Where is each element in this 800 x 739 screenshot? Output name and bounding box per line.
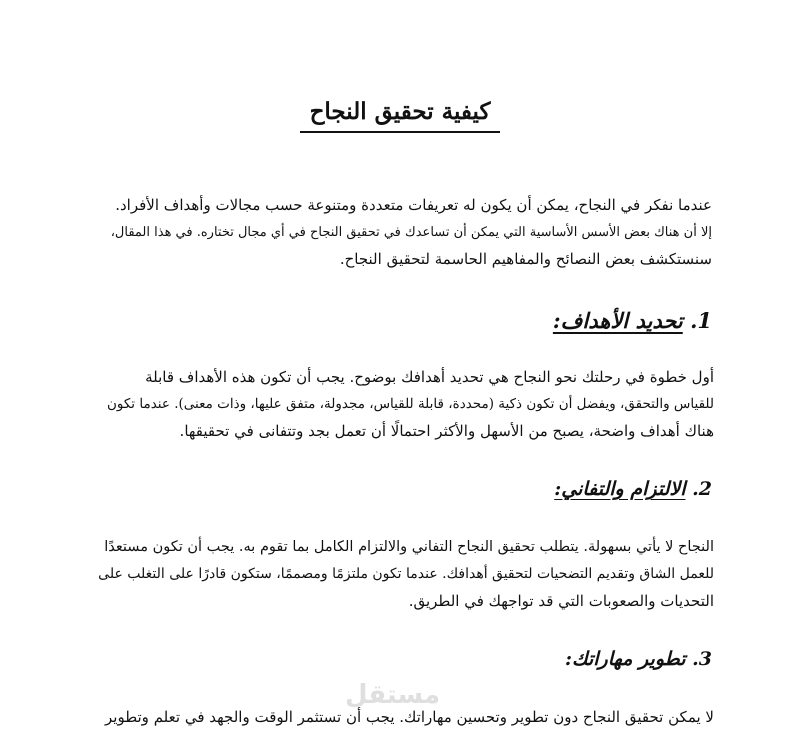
- intro-paragraph: [92, 192, 712, 273]
- title-text: كيفية تحقيق النجاح: [300, 98, 501, 133]
- section-number: 2.: [692, 478, 712, 500]
- section-heading-text: تحديد الأهداف:: [552, 308, 683, 333]
- paragraph-line: هناك أهداف واضحة، يصبح من الأسهل والأكثر احتمالًا أن تعمل بجد وتتفانى في تحقيقها.: [179, 422, 714, 440]
- paragraph-line: لا يمكن تحقيق النجاح دون تطوير وتحسين مهاراتك. يجب أن تستثمر الوقت والجهد في تعلم وتطوير: [105, 708, 714, 726]
- paragraph-line: للعمل الشاق وتقديم التضحيات لتحقيق أهدافك. عندما تكون ملتزمًا ومصممًا، ستكون قادرًا على التغلب على: [98, 566, 714, 582]
- paragraph-line: أول خطوة في رحلتك نحو النجاح هي تحديد أهدافك بوضوح. يجب أن تكون هذه الأهداف قابلة: [145, 368, 714, 386]
- intro-line: سنستكشف بعض النصائح والمفاهيم الحاسمة لتحقيق النجاح.: [339, 250, 712, 268]
- section-number: 3.: [692, 648, 712, 670]
- section-heading-2: [554, 478, 712, 500]
- section-heading-1: [553, 308, 712, 333]
- section-heading-text: الالتزام والتفاني:: [554, 478, 686, 500]
- intro-line: إلا أن هناك بعض الأسس الأساسية التي يمكن أن تساعدك في تحقيق النجاح في أي مجال تختاره. في هذا المقال،: [110, 225, 712, 240]
- paragraph-line: للقياس والتحقق، ويفضل أن تكون ذكية (محددة، قابلة للقياس، مجدولة، متفق عليها، وذات معنى). عندما تكون: [106, 396, 714, 412]
- paragraph-line: النجاح لا يأتي بسهولة. يتطلب تحقيق النجاح التفاني والالتزام الكامل بما تقوم به. يجب أن تكون مستعدًا: [104, 539, 714, 555]
- section-heading-text: تطوير مهاراتك:: [564, 648, 686, 670]
- section-number: 1.: [690, 308, 712, 333]
- section-paragraph-1: [94, 364, 714, 445]
- intro-line: عندما نفكر في النجاح، يمكن أن يكون له تعريفات متعددة ومتنوعة حسب مجالات وأهداف الأفراد.: [115, 196, 712, 214]
- document-title: [0, 98, 800, 133]
- paragraph-line: التحديات والصعوبات التي قد تواجهك في الطريق.: [408, 592, 714, 610]
- section-paragraph-2: [94, 534, 714, 615]
- section-heading-3: [565, 648, 712, 670]
- watermark-logo: مستقل: [345, 680, 441, 710]
